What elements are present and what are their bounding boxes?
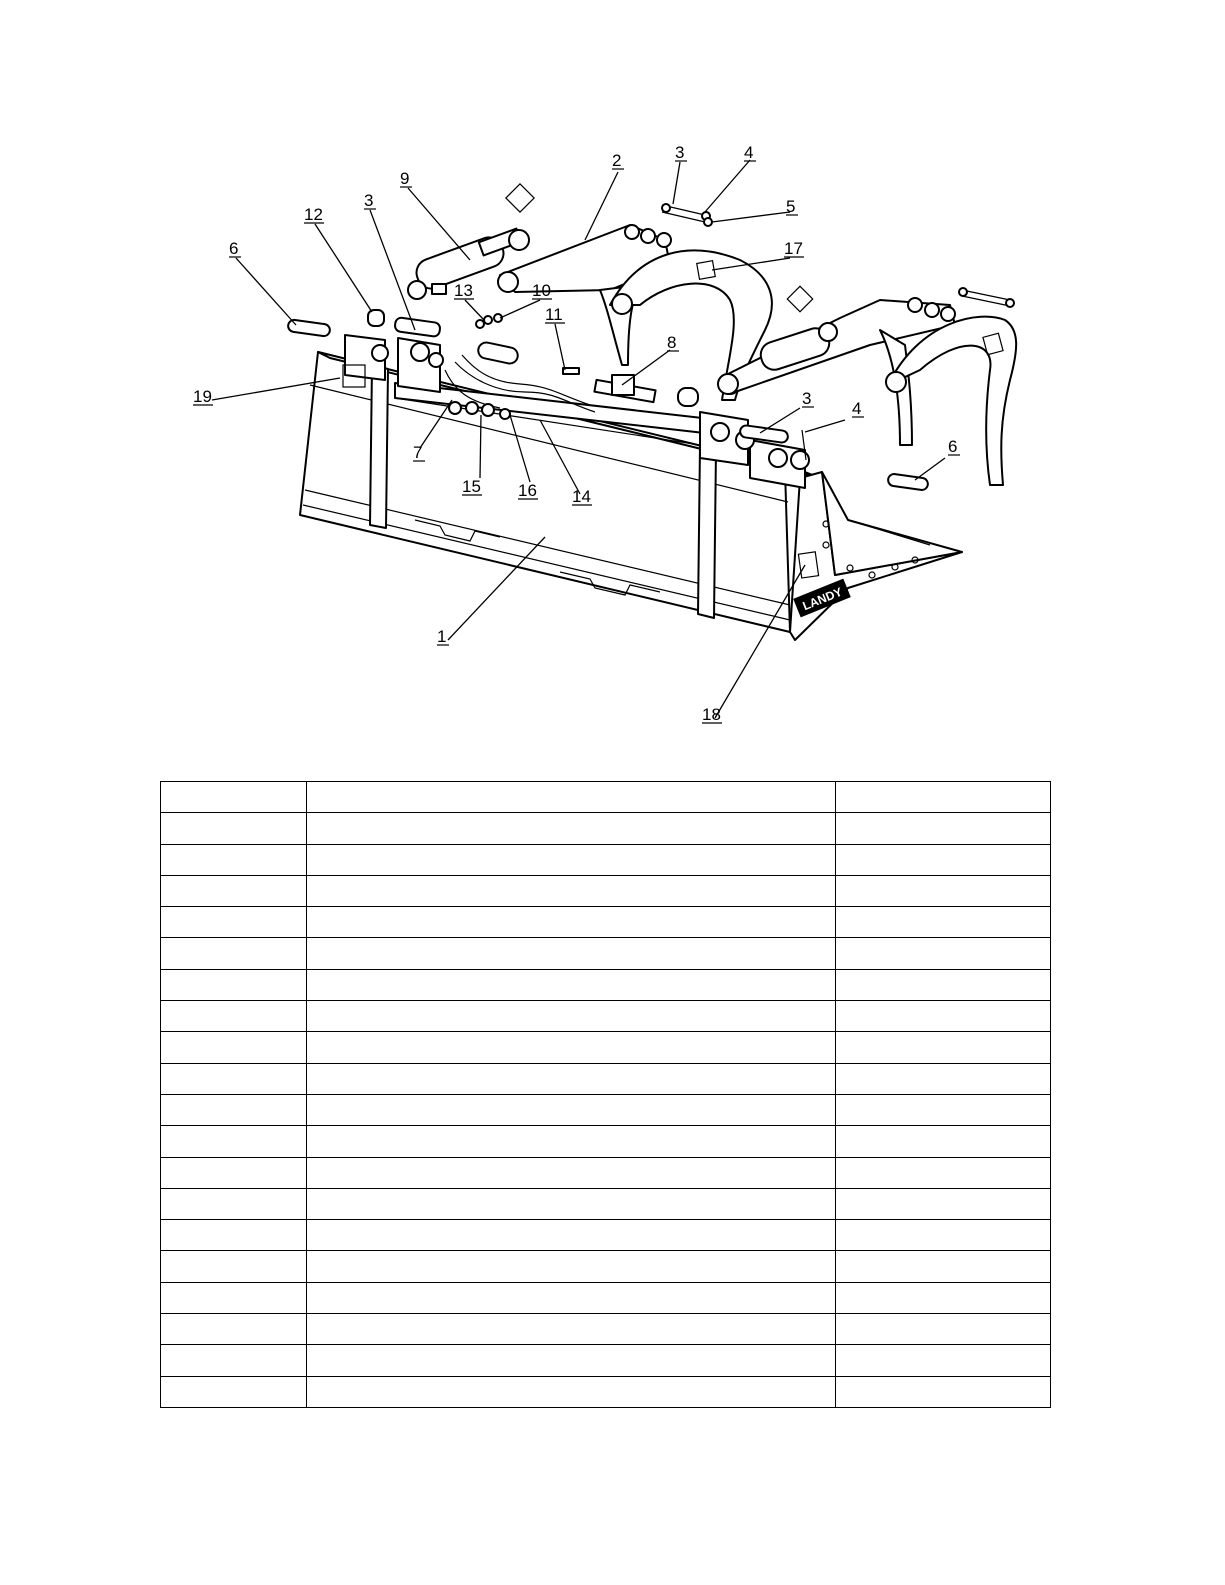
item-number-cell — [161, 938, 307, 969]
callout-4: 4 — [852, 399, 862, 418]
item-number-cell — [161, 1345, 307, 1376]
description-cell — [307, 875, 836, 906]
callout-3: 3 — [802, 389, 812, 408]
description-cell — [307, 1157, 836, 1188]
table-row — [161, 938, 1051, 969]
callout-9: 9 — [400, 169, 410, 188]
callout-17: 17 — [784, 239, 803, 258]
description-cell — [307, 1345, 836, 1376]
table-row — [161, 1032, 1051, 1063]
table-row — [161, 1094, 1051, 1125]
item-number-cell — [161, 969, 307, 1000]
description-cell — [307, 1282, 836, 1313]
table-row — [161, 1314, 1051, 1345]
description-cell — [307, 907, 836, 938]
table-row — [161, 875, 1051, 906]
callout-6: 6 — [948, 437, 958, 456]
quantity-cell — [836, 844, 1051, 875]
quantity-cell — [836, 1251, 1051, 1282]
quantity-cell — [836, 938, 1051, 969]
item-number-cell — [161, 1001, 307, 1032]
description-cell — [307, 969, 836, 1000]
callout-12: 12 — [304, 205, 323, 224]
callout-1: 1 — [437, 627, 447, 646]
description-cell — [307, 938, 836, 969]
quantity-cell — [836, 1032, 1051, 1063]
description-cell — [307, 1001, 836, 1032]
item-number-cell — [161, 1220, 307, 1251]
quantity-cell — [836, 1094, 1051, 1125]
description-cell — [307, 1188, 836, 1219]
item-number-cell — [161, 1376, 307, 1407]
table-row — [161, 1251, 1051, 1282]
description-cell — [307, 1314, 836, 1345]
description-cell — [307, 782, 836, 813]
callout-16: 16 — [518, 481, 537, 500]
quantity-cell — [836, 1314, 1051, 1345]
item-number-cell — [161, 1032, 307, 1063]
quantity-cell — [836, 1220, 1051, 1251]
table-row — [161, 969, 1051, 1000]
quantity-cell — [836, 875, 1051, 906]
table-row — [161, 844, 1051, 875]
callout-6: 6 — [229, 239, 239, 258]
callout-3: 3 — [364, 191, 374, 210]
parts-list-table — [160, 781, 1051, 1408]
exploded-parts-diagram — [0, 0, 1225, 760]
quantity-cell — [836, 782, 1051, 813]
quantity-cell — [836, 969, 1051, 1000]
table-row — [161, 1001, 1051, 1032]
quantity-cell — [836, 813, 1051, 844]
callout-2: 2 — [612, 151, 622, 170]
brand-logo-text: LANDY — [800, 584, 845, 614]
description-cell — [307, 1126, 836, 1157]
description-cell — [307, 1094, 836, 1125]
quantity-cell — [836, 1376, 1051, 1407]
quantity-cell — [836, 1188, 1051, 1219]
item-number-cell — [161, 1063, 307, 1094]
table-row — [161, 1126, 1051, 1157]
quantity-cell — [836, 1063, 1051, 1094]
table-row — [161, 1345, 1051, 1376]
quantity-cell — [836, 1001, 1051, 1032]
callout-19: 19 — [193, 387, 212, 406]
item-number-cell — [161, 782, 307, 813]
quantity-cell — [836, 1345, 1051, 1376]
table-row — [161, 907, 1051, 938]
quantity-cell — [836, 907, 1051, 938]
table-row — [161, 813, 1051, 844]
description-cell — [307, 844, 836, 875]
table-row — [161, 1220, 1051, 1251]
item-number-cell — [161, 813, 307, 844]
table-row — [161, 1188, 1051, 1219]
description-cell — [307, 1376, 836, 1407]
item-number-cell — [161, 875, 307, 906]
callout-13: 13 — [454, 281, 473, 300]
description-cell — [307, 1220, 836, 1251]
quantity-cell — [836, 1157, 1051, 1188]
item-number-cell — [161, 1251, 307, 1282]
callout-8: 8 — [667, 333, 677, 352]
callout-11: 11 — [545, 305, 563, 324]
item-number-cell — [161, 1157, 307, 1188]
item-number-cell — [161, 1314, 307, 1345]
callout-4: 4 — [744, 143, 754, 162]
callout-10: 10 — [532, 281, 551, 300]
item-number-cell — [161, 1282, 307, 1313]
description-cell — [307, 813, 836, 844]
item-number-cell — [161, 1126, 307, 1157]
callout-14: 14 — [572, 487, 591, 506]
callout-5: 5 — [786, 197, 796, 216]
table-row — [161, 1376, 1051, 1407]
description-cell — [307, 1251, 836, 1282]
description-cell — [307, 1032, 836, 1063]
quantity-cell — [836, 1282, 1051, 1313]
item-number-cell — [161, 844, 307, 875]
item-number-cell — [161, 907, 307, 938]
quantity-cell — [836, 1126, 1051, 1157]
table-row — [161, 782, 1051, 813]
callout-18: 18 — [702, 705, 721, 724]
callout-3: 3 — [675, 143, 685, 162]
table-row — [161, 1282, 1051, 1313]
table-row — [161, 1157, 1051, 1188]
item-number-cell — [161, 1094, 307, 1125]
table-row — [161, 1063, 1051, 1094]
callout-15: 15 — [462, 477, 481, 496]
parts-list-body — [161, 782, 1051, 1408]
callout-7: 7 — [413, 443, 423, 462]
item-number-cell — [161, 1188, 307, 1219]
description-cell — [307, 1063, 836, 1094]
